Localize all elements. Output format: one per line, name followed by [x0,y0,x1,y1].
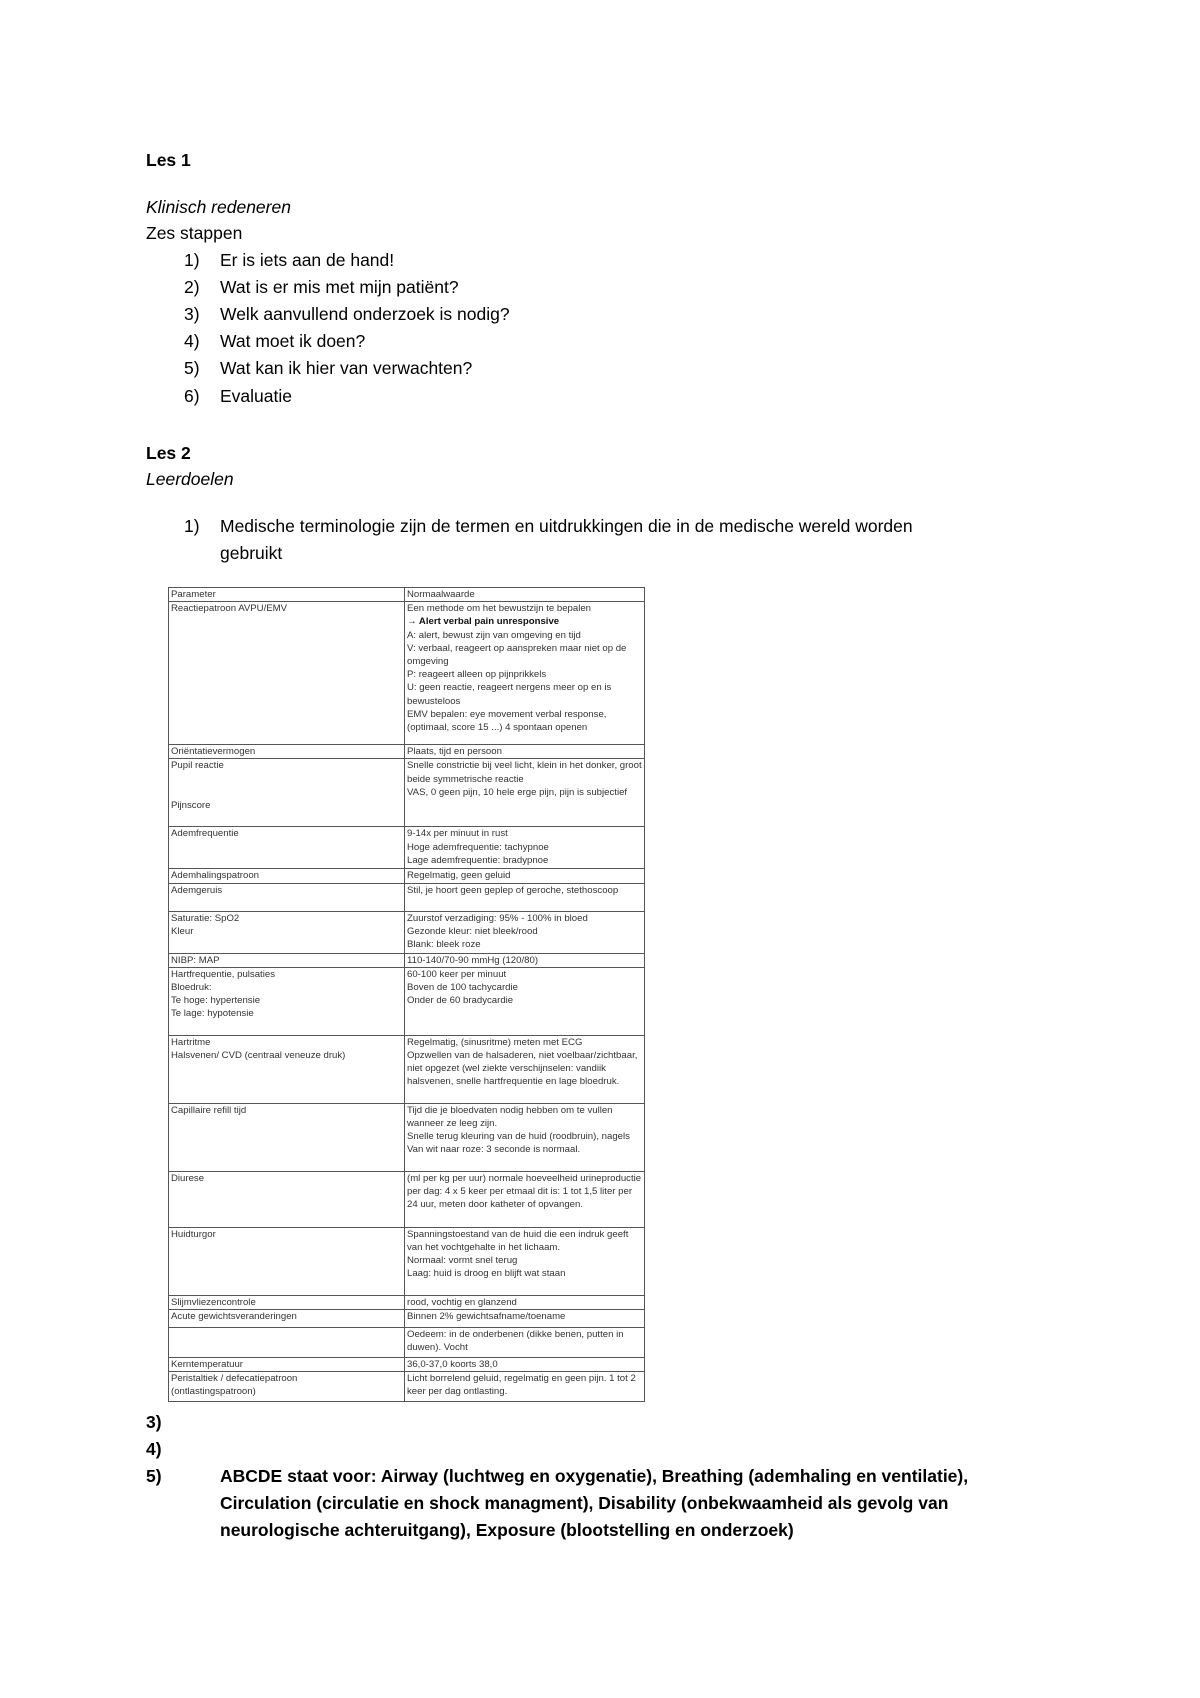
goal-text-line: neurologische achteruitgang), Exposure (blootstelling en onderzoek) [220,1520,794,1540]
table-row [169,883,645,911]
step-text: Wat kan ik hier van verwachten? [220,358,473,378]
goal-number: 1) [184,516,200,536]
step-text: Wat is er mis met mijn patiënt? [220,277,459,297]
goal-text-line: Medische terminologie zijn de termen en uitdrukkingen die in de medische wereld worden [220,516,913,536]
table-cell: Plaats, tijd en persoon [405,745,645,759]
table-cell: Ademgeruis [169,883,405,911]
table-cell [405,1035,645,1103]
table-row [169,745,645,759]
table-cell-text: Zuurstof verzadiging: 95% - 100% in bloed Gezonde kleur: niet bleek/rood Blank: bleek roze [407,912,588,951]
table-row [169,1295,645,1309]
table-cell [405,967,645,1035]
table-cell-text: Pupil reactie Pijnscore [171,760,224,812]
table-cell: Kerntemperatuur [169,1358,405,1372]
goal-text-line: gebruikt [220,543,283,563]
les1-heading: Les 1 [146,150,191,170]
table-row [169,967,645,1035]
step-text: Wat moet ik doen? [220,331,366,351]
les1-subheading: Klinisch redeneren [146,197,291,217]
goal-text-line: ABCDE staat voor: Airway (luchtweg en oxygenatie), Breathing (ademhaling en ventilatie), [220,1466,969,1486]
table-cell [169,1328,405,1358]
table-cell [169,1035,405,1103]
table-cell-text: (ml per kg per uur) normale hoeveelheid urineproductie per dag: 4 x 5 keer per etmaal dit is: 1 tot 1,5 liter per 24 uur, meten door katheter of opvangen. [407,1172,642,1211]
table-cell: Huidturgor [169,1227,405,1295]
table-header-cell: Normaalwaarde [405,588,645,602]
table-cell: rood, vochtig en glanzend [405,1295,645,1309]
table-cell: Diurese [169,1171,405,1227]
table-cell [405,1171,645,1227]
table-cell-text: A: alert, bewust zijn van omgeving en tijd V: verbaal, reageert op aanspreken maar niet op de omgeving P: reageert alleen op pijnprikkels U: geen reactie, reageert nergens meer op en is bewusteloos EMV bepalen: eye movement verbal response, (optimaal, score 15 ...) 4 spontaan openen [407,629,627,734]
table-cell-text: Snelle constrictie bij veel licht, klein in het donker, groot beide symmetrische reactie VAS, 0 geen pijn, 10 hele erge pijn, pijn is subjectief [407,760,642,798]
table-row [169,1310,645,1328]
step-number: 4) [184,331,200,351]
table-cell-text: Hartfrequentie, pulsaties Bloedruk: Te hoge: hypertensie Te lage: hypotensie [171,968,275,1020]
table-cell: NIBP: MAP [169,953,405,967]
table-cell-text: Spanningstoestand van de huid die een indruk geeft van het vochtgehalte in het lichaam. Normaal: vormt snel terug Laag: huid is droog en blijft wat staan [407,1228,629,1280]
goal-number: 4) [146,1439,162,1459]
table-cell-text: Peristaltiek / defecatiepatroon (ontlastingspatroon) [171,1373,298,1398]
table-cell: Slijmvliezencontrole [169,1295,405,1309]
table-cell-text: Saturatie: SpO2 Kleur [171,912,240,937]
step-text: Evaluatie [220,386,292,406]
table-cell-text: Regelmatig, (sinusritme) meten met ECG Opzwellen van de halsaderen, niet voelbaar/zichtbaar, niet opgezet (wel ziekte verschijnselen: vandiik halsvenen, snelle hartfrequentie en lage bloedruk. [407,1036,638,1088]
table-cell: Binnen 2% gewichtsafname/toename [405,1310,645,1328]
table-row [169,827,645,869]
table-cell-text: 9-14x per minuut in rust Hoge ademfrequentie: tachypnoe Lage ademfrequentie: bradypnoe [407,828,549,866]
step-number: 1) [184,250,200,270]
table-row [169,1227,645,1295]
table-cell [405,1227,645,1295]
goal-number: 3) [146,1412,162,1432]
table-cell: 36,0-37,0 koorts 38,0 [405,1358,645,1372]
table-cell [405,602,645,745]
table-cell [405,827,645,869]
table-cell: Reactiepatroon AVPU/EMV [169,602,405,745]
step-number: 2) [184,277,200,297]
table-cell: Regelmatig, geen geluid [405,869,645,883]
table-row [169,759,645,827]
table-cell-text: Tijd die je bloedvaten nodig hebben om te vullen wanneer ze leeg zijn. Snelle terug kleuring van de huid (roodbruin), nagels Van wit naar roze: 3 seconde is normaal. [407,1104,630,1156]
les1-intro: Zes stappen [146,223,243,243]
table-row [169,1035,645,1103]
table-cell [405,911,645,953]
goal-number: 5) [146,1466,162,1486]
goal-text-line: Circulation (circulatie en shock managment), Disability (onbekwaamheid als gevolg van [220,1493,949,1513]
table-cell-text: 60-100 keer per minuut Boven de 100 tachycardie Onder de 60 bradycardie [407,968,518,1007]
parameter-table [168,587,645,1402]
les2-heading: Les 2 [146,443,191,463]
table-row [169,1372,645,1402]
table-cell-text: Een methode om het bewustzijn te bepalen [407,603,592,615]
table-cell: Ademfrequentie [169,827,405,869]
step-number: 5) [184,358,200,378]
table-cell-text: Hartritme Halsvenen/ CVD (centraal veneuze druk) [171,1036,346,1062]
table-cell [169,967,405,1035]
table-cell: Acute gewichtsveranderingen [169,1310,405,1328]
step-text: Welk aanvullend onderzoek is nodig? [220,304,510,324]
table-cell: Stil, je hoort geen geplep of geroche, stethoscoop [405,883,645,911]
table-cell [169,1372,405,1402]
step-text: Er is iets aan de hand! [220,250,395,270]
table-row [169,911,645,953]
table-cell [405,759,645,827]
table-cell: Ademhalingspatroon [169,869,405,883]
table-row [169,953,645,967]
table-cell: Oriëntatievermogen [169,745,405,759]
table-header-row [169,588,645,602]
table-row [169,1328,645,1358]
table-row [169,1358,645,1372]
table-cell: Licht borrelend geluid, regelmatig en geen pijn. 1 tot 2 keer per dag ontlasting. [405,1372,645,1402]
step-number: 3) [184,304,200,324]
table-cell: 110-140/70-90 mmHg (120/80) [405,953,645,967]
table-row [169,869,645,883]
table-row [169,1171,645,1227]
table-cell [169,759,405,827]
table-cell: Oedeem: in de onderbenen (dikke benen, putten in duwen). Vocht [405,1328,645,1358]
table-cell [169,911,405,953]
table-cell: Capillaire refill tijd [169,1103,405,1171]
table-cell [405,1103,645,1171]
table-cell-text: → Alert verbal pain unresponsive [407,616,560,628]
les2-subheading: Leerdoelen [146,469,234,489]
table-header-cell: Parameter [169,588,405,602]
step-number: 6) [184,386,200,406]
table-row [169,1103,645,1171]
table-row [169,602,645,745]
